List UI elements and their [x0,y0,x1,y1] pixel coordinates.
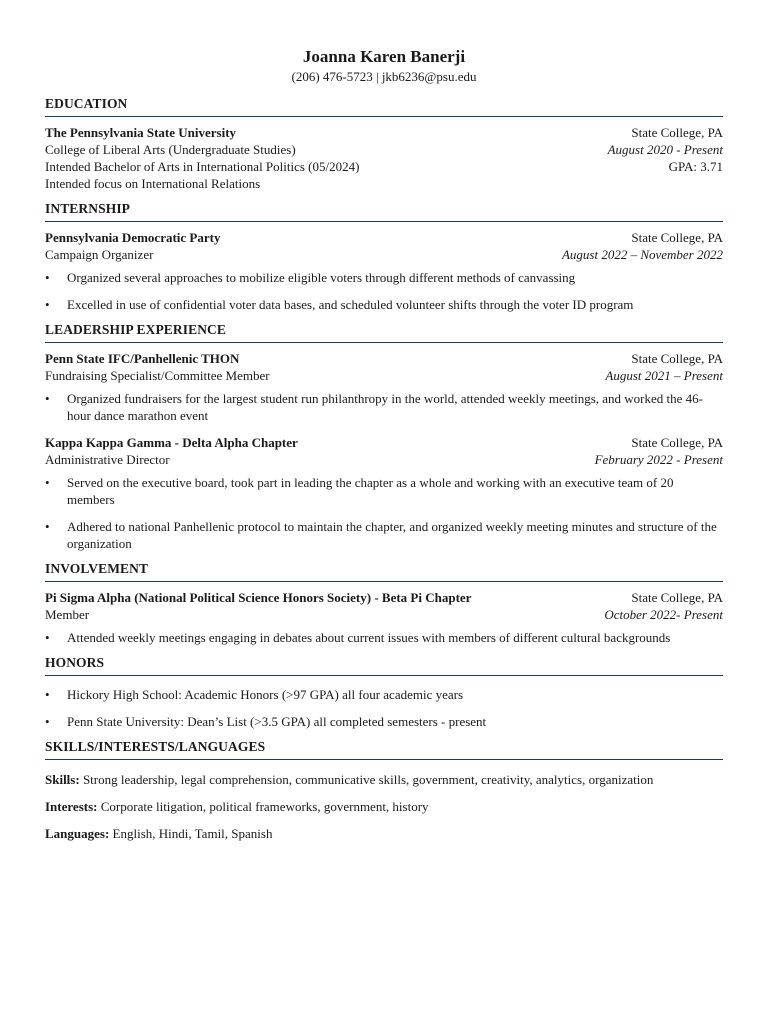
involvement-section [45,560,723,646]
internship-row-2 [45,246,723,263]
leadership-2-row-1 [45,434,723,451]
internship-org: Pennsylvania Democratic Party [45,230,221,245]
contact-line: (206) 476-5723 | jkb6236@psu.edu [291,69,477,84]
resume-page [45,46,723,852]
interests-line: Interests: Corporate litigation, political frameworks, government, history [45,799,429,814]
school-name: The Pennsylvania State University [45,125,237,140]
education-row-4 [45,175,723,192]
involvement-bullets [45,629,723,646]
education-dates: August 2020 - Present [607,142,723,157]
section-title-skills: SKILLS/INTERESTS/LANGUAGES [45,738,723,760]
bullet-icon: • [45,475,50,490]
list-item: • Hickory High School: Academic Honors (>97 GPA) all four academic years [45,687,464,702]
skills-line: Skills: Strong leadership, legal comprehension, communicative skills, government, creativity, analytics, organization [45,772,654,787]
bullet-icon: • [45,391,50,406]
education-section [45,95,723,192]
bullet-icon: • [45,519,50,534]
list-item: • Organized several approaches to mobilize eligible voters through different methods of canvassing [45,270,576,285]
section-title-internship: INTERNSHIP [45,200,723,222]
leadership-1-location: State College, PA [631,351,723,366]
skills-section [45,738,723,842]
leadership-2-org: Kappa Kappa Gamma - Delta Alpha Chapter [45,435,298,450]
leadership-2-role: Administrative Director [45,452,170,467]
involvement-org: Pi Sigma Alpha (National Political Science Honors Society) - Beta Pi Chapter [45,590,472,605]
bullet-icon: • [45,714,50,729]
involvement-role: Member [45,607,90,622]
leadership-1-row-2 [45,367,723,384]
honors-bullets [45,686,723,730]
list-item: • Served on the executive board, took part in leading the chapter as a whole and working with an executive team of 20 members [45,475,674,507]
bullet-icon: • [45,630,50,645]
school-location: State College, PA [631,125,723,140]
honors-section [45,654,723,730]
leadership-2-bullets [45,474,723,552]
languages-line: Languages: English, Hindi, Tamil, Spanish [45,826,273,841]
bullet-icon: • [45,687,50,702]
internship-bullets [45,269,723,313]
involvement-row-2 [45,606,723,623]
internship-row-1 [45,229,723,246]
internship-dates: August 2022 – November 2022 [561,247,723,262]
leadership-2-dates: February 2022 - Present [594,452,723,467]
college-name: College of Liberal Arts (Undergraduate Studies) [45,142,296,157]
list-item: • Attended weekly meetings engaging in debates about current issues with members of different cultural backgrounds [45,630,671,645]
leadership-2-location: State College, PA [631,435,723,450]
involvement-row-1 [45,589,723,606]
education-row-2 [45,141,723,158]
section-title-honors: HONORS [45,654,723,676]
gpa: GPA: 3.71 [668,159,723,174]
list-item: • Adhered to national Panhellenic protocol to maintain the chapter, and organized weekly meeting minutes and structure of the organization [45,519,717,551]
leadership-1-dates: August 2021 – Present [605,368,723,383]
degree: Intended Bachelor of Arts in International Politics (05/2024) [45,159,360,174]
internship-section [45,200,723,313]
education-row-1 [45,124,723,141]
leadership-section [45,321,723,552]
leadership-1-bullets [45,390,723,424]
resume-name: Joanna Karen Banerji [302,47,466,66]
involvement-dates: October 2022- Present [604,607,723,622]
section-title-involvement: INVOLVEMENT [45,560,723,582]
section-title-education: EDUCATION [45,95,723,117]
internship-location: State College, PA [631,230,723,245]
bullet-icon: • [45,270,50,285]
list-item: • Organized fundraisers for the largest student run philanthropy in the world, attended weekly meetings, and worked the 46-hour dance marathon event [45,391,703,423]
leadership-1-role: Fundraising Specialist/Committee Member [45,368,270,383]
section-title-leadership: LEADERSHIP EXPERIENCE [45,321,723,343]
focus: Intended focus on International Relations [45,176,261,191]
leadership-1-row-1 [45,350,723,367]
involvement-location: State College, PA [631,590,723,605]
leadership-2-row-2 [45,451,723,468]
list-item: • Excelled in use of confidential voter data bases, and scheduled volunteer shifts through the voter ID program [45,297,634,312]
list-item: • Penn State University: Dean’s List (>3.5 GPA) all completed semesters - present [45,714,487,729]
bullet-icon: • [45,297,50,312]
leadership-1-org: Penn State IFC/Panhellenic THON [45,351,240,366]
internship-role: Campaign Organizer [45,247,154,262]
education-row-3 [45,158,723,175]
